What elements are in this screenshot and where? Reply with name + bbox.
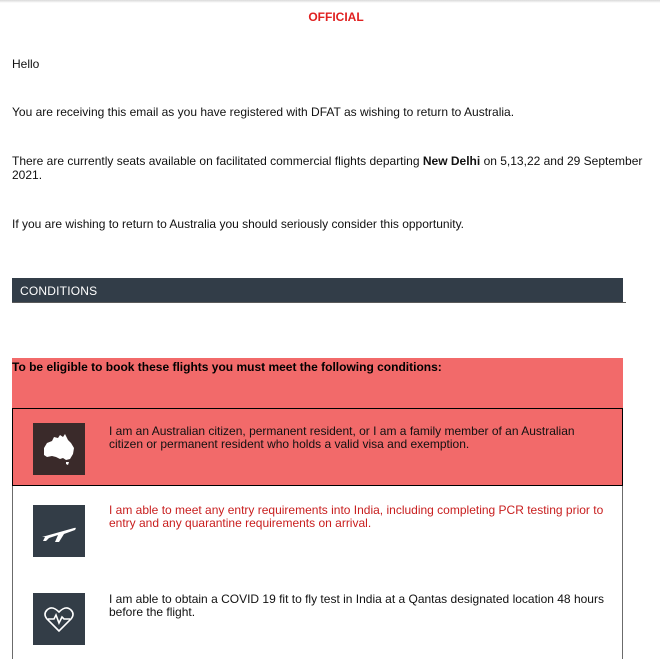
- classification-label: OFFICIAL: [308, 10, 364, 24]
- condition-text-entry: I am able to meet any entry requirements into India, including completing PCR testing prior to entry and any quarantine requirements on arrival.: [109, 503, 604, 530]
- seats-text-start: There are currently seats available on facilitated commercial flights departing: [12, 154, 423, 168]
- condition-text-citizenship: I am an Australian citizen, permanent resident, or I am a family member of an Australian citizen or permanent resident who holds a valid visa and exemption.: [109, 424, 575, 451]
- section-underline: [12, 302, 626, 303]
- eligibility-header: [12, 358, 623, 408]
- seats-paragraph: [12, 154, 660, 182]
- condition-row-entry: [12, 486, 623, 572]
- australia-map-icon: [33, 423, 85, 475]
- departure-city: New Delhi: [422, 154, 481, 168]
- conditions-box: [12, 358, 623, 659]
- consider-paragraph: If you are wishing to return to Australia you should seriously consider this opportunity.: [12, 217, 465, 231]
- condition-row-citizenship: [12, 408, 623, 486]
- intro-paragraph: You are receiving this email as you have registered with DFAT as wishing to return to Australia.: [12, 105, 515, 119]
- top-divider: [0, 0, 660, 3]
- heart-pulse-icon: [33, 593, 85, 645]
- seats-text-end: on 5,13,22 and 29 September 2021.: [12, 154, 643, 182]
- conditions-section-header: CONDITIONS: [12, 278, 623, 302]
- greeting-text: Hello: [12, 57, 40, 71]
- condition-text-covid-test: I am able to obtain a COVID 19 fit to fly test in India at a Qantas designated location 48 hours before the flight.: [109, 592, 604, 619]
- airplane-icon: [33, 505, 85, 557]
- condition-row-covid-test: [12, 572, 623, 659]
- eligibility-title: To be eligible to book these flights you must meet the following conditions:: [12, 360, 442, 374]
